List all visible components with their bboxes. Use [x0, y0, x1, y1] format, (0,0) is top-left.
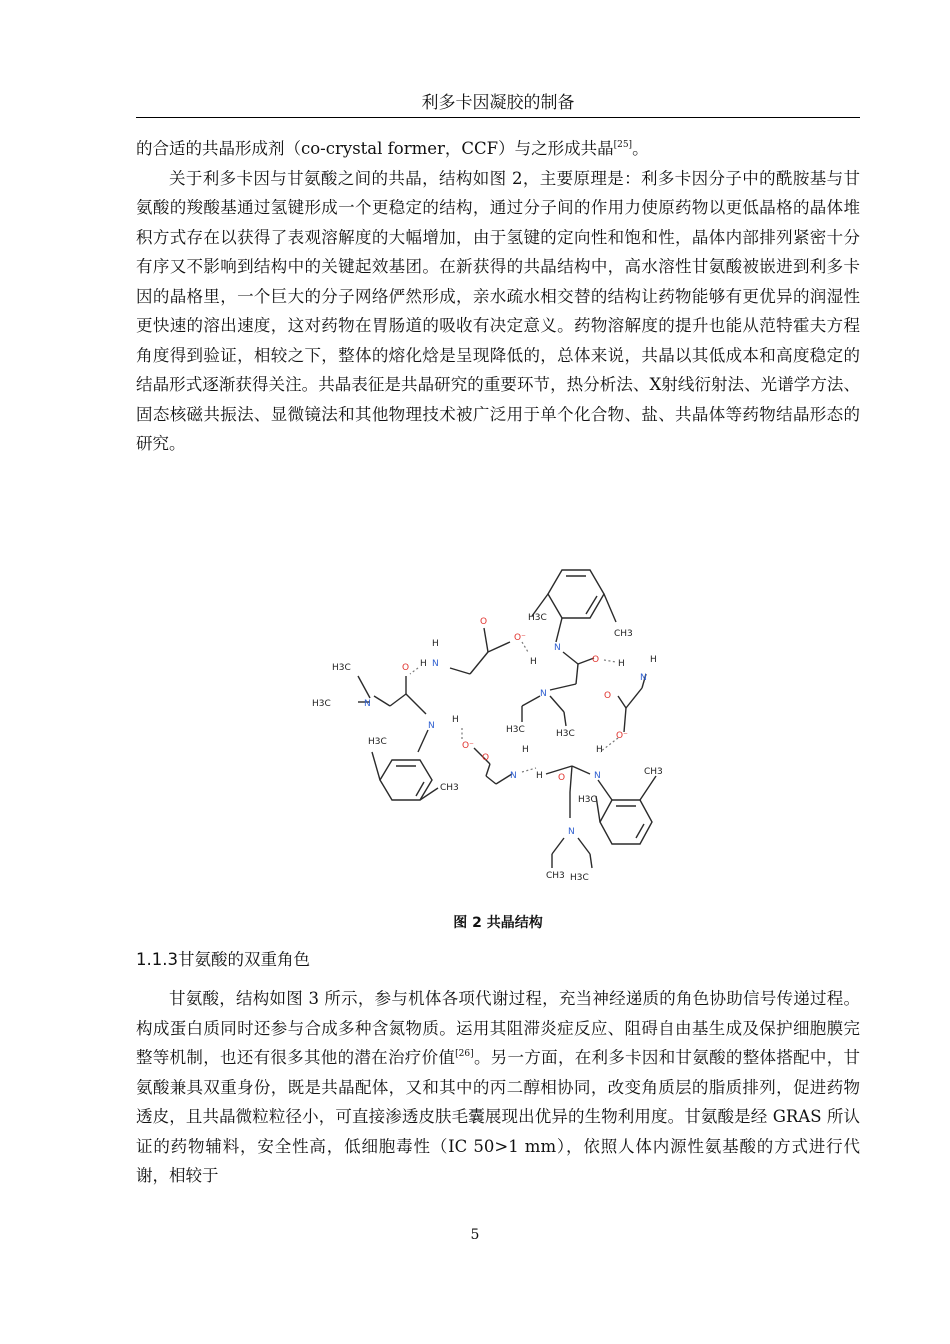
citation-26: [26] [455, 1049, 474, 1059]
paragraph-cocrystal: 关于利多卡因与甘氨酸之间的共晶，结构如图 2，主要原理是：利多卡因分子中的酰胺基与甘氨酸的羧酸基通过氢键形成一个更稳定的结构，通过分子间的作用力使原药物以更低晶格的晶体堆积方式存在以获得了表观溶解度的大幅增加，由于氢键的定向性和饱和性，晶体内部排列紧密十分有序又不影响到结构中的关键起效基团。在新获得的共晶结构中，高水溶性甘氨酸被嵌进到利多卡因的晶格里，一个巨大的分子网络俨然形成，亲水疏水相交替的结构让药物能够有更优异的润湿性更快速的溶出速度，这对药物在胃肠道的吸收有决定意义。药物溶解度的提升也能从范特霍夫方程角度得到验证，相较之下，整体的熔化焓是呈现降低的，总体来说，共晶以其低成本和高度稳定的结晶形式逐渐获得关注。共晶表征是共晶研究的重要环节，热分析法、X射线衍射法、光谱学方法、固态核磁共振法、显微镜法和其他物理技术被广泛用于单个化合物、盐、共晶体等药物结晶形态的研究。 [136, 168, 860, 453]
label-h-6: H [452, 715, 459, 725]
label-o-minus-3: O⁻ [462, 741, 474, 751]
label-h-8: H [536, 771, 543, 781]
label-o-2: O [604, 691, 612, 701]
label-h3c-2: H3C [506, 725, 525, 735]
label-o-minus-2: O⁻ [514, 633, 526, 643]
body-text-bottom [136, 984, 860, 1191]
section-heading: 1.1.3甘氨酸的双重角色 [136, 950, 310, 969]
label-n-1: N [554, 643, 561, 653]
label-h-9: H [596, 745, 603, 755]
citation-25: [25] [613, 140, 633, 150]
label-ch3-3: CH3 [644, 767, 663, 777]
paragraph-continuation: 的合适的共晶形成剂（co-crystal former，CCF）与之形成共晶[25]。 [136, 139, 649, 158]
label-n-4: N [432, 659, 439, 669]
label-n-6: N [428, 721, 435, 731]
label-n-5: N [364, 699, 371, 709]
label-h3c-5: H3C [312, 699, 331, 709]
label-o-minus-1: O⁻ [616, 731, 628, 741]
label-h-4: H [432, 639, 439, 649]
page-number: 5 [470, 1227, 480, 1243]
label-n-2: N [640, 673, 647, 683]
label-n-8: N [594, 771, 601, 781]
label-o-1: O [592, 655, 600, 665]
hydrogen-bonds [410, 642, 618, 772]
label-n-3: N [540, 689, 547, 699]
label-h-1: H [530, 657, 537, 667]
label-n-9: N [568, 827, 575, 837]
label-h3c-1: H3C [528, 613, 547, 623]
label-h3c-4: H3C [332, 663, 351, 673]
running-header: 利多卡因凝胶的制备 [421, 93, 575, 113]
label-h3c-7: H3C [578, 795, 597, 805]
label-h-5: H [420, 659, 427, 669]
body-text-top [136, 134, 860, 459]
label-ch3-1: CH3 [614, 629, 633, 639]
label-ch3-4: CH3 [546, 871, 565, 881]
label-h-3: H [650, 655, 657, 665]
label-o-6: O [558, 773, 566, 783]
benzene-ring-top [548, 570, 604, 618]
label-o-4: O [402, 663, 410, 673]
label-h-2: H [618, 659, 625, 669]
label-h-7: H [522, 745, 529, 755]
label-h3c-3: H3C [556, 729, 575, 739]
label-ch3-2: CH3 [440, 783, 459, 793]
skeletal-bonds [358, 570, 656, 868]
figure-caption: 图 2 共晶结构 [453, 915, 543, 931]
label-h3c-6: H3C [368, 737, 387, 747]
label-o-3: O [480, 617, 488, 627]
cocrystal-structure-figure [300, 556, 680, 886]
label-n-7: N [510, 771, 517, 781]
paragraph-glycine: 甘氨酸，结构如图 3 所示，参与机体各项代谢过程，充当神经递质的角色协助信号传递过程。构成蛋白质同时还参与合成多种含氮物质。运用其阻滞炎症反应、阻碍自由基生成及保护细胞膜完整等机制，也还有很多其他的潜在治疗价值[26]。另一方面，在利多卡因和甘氨酸的整体搭配中，甘氨酸兼具双重身份，既是共晶配体，又和其中的丙二醇相协同，改变角质层的脂质排列，促进药物透皮，且共晶微粒粒径小，可直接渗透皮肤毛囊展现出优异的生物利用度。甘氨酸是经 GRAS 所认证的药物辅料，安全性高，低细胞毒性（IC 50>1 mm），依照人体内源性氨基酸的方式进行代谢，相较于 [136, 989, 861, 1185]
label-h3c-8: H3C [570, 873, 589, 883]
label-o-5: O [482, 753, 490, 763]
header-rule [136, 117, 860, 118]
